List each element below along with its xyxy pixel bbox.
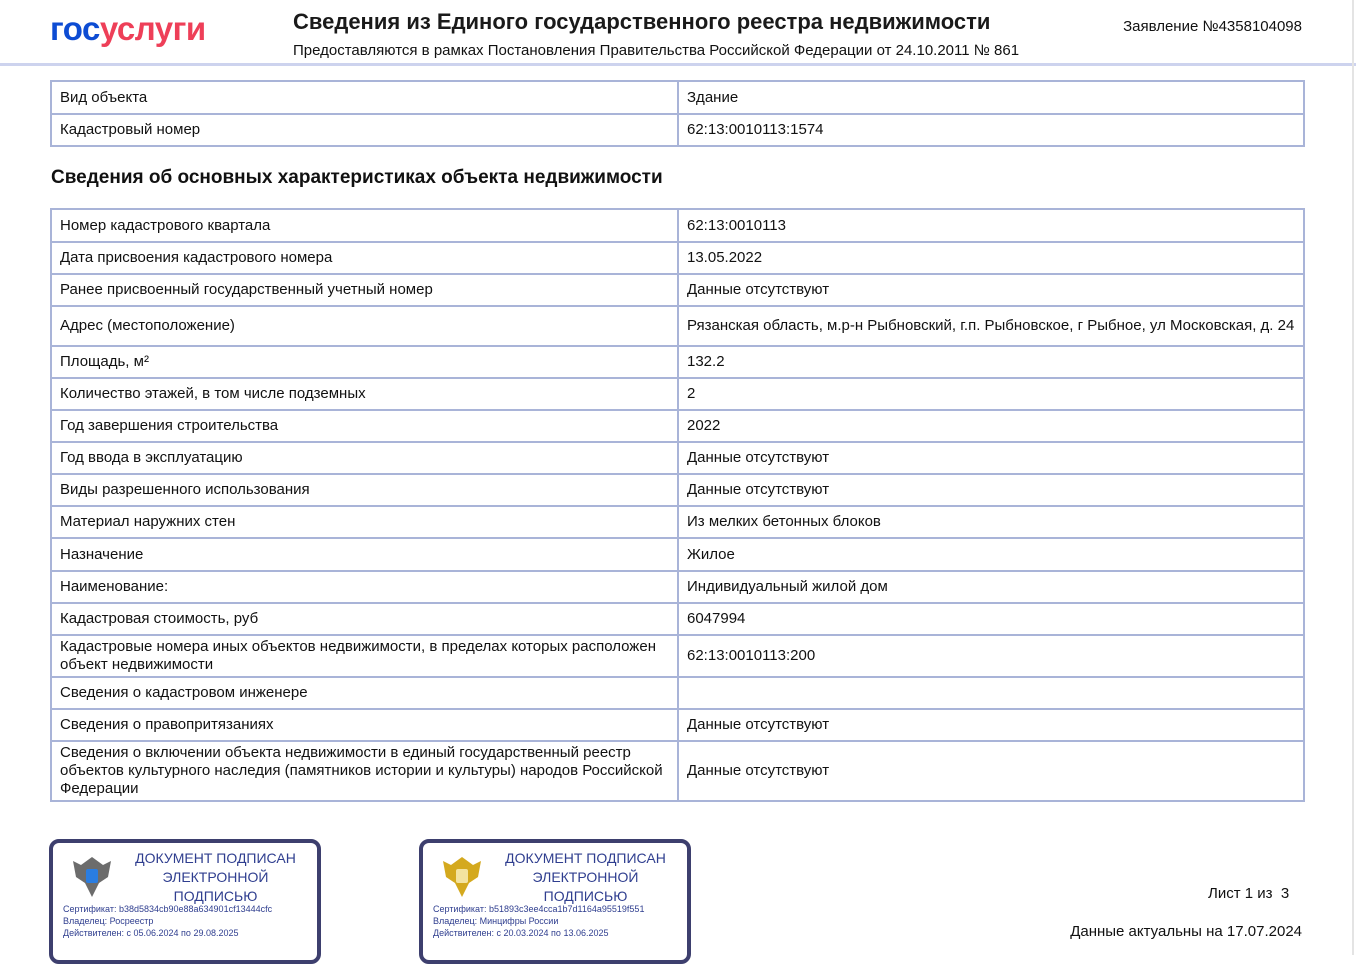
- details-table: [50, 208, 1305, 802]
- stamp-cert: Сертификат: b38d5834cb90e88a634901cf13444cfc: [63, 904, 273, 914]
- cell-value: 13.05.2022: [678, 242, 1304, 274]
- cell-value: 132.2: [678, 346, 1304, 378]
- header-divider: [0, 63, 1356, 66]
- cell-value: 2022: [678, 410, 1304, 442]
- stamp-valid: Действителен: с 05.06.2024 по 29.08.2025: [63, 928, 239, 938]
- table-row: [51, 571, 1304, 603]
- table-row: [51, 114, 1304, 146]
- table-row: [51, 709, 1304, 741]
- stamp-title: ДОКУМЕНТ ПОДПИСАН ЭЛЕКТРОННОЙ ПОДПИСЬЮ: [505, 850, 666, 904]
- table-row: [51, 242, 1304, 274]
- document-subtitle: Предоставляются в рамках Постановления Правительства Российской Федерации от 24.10.2011 № 861: [293, 42, 1020, 59]
- table-row: [51, 209, 1304, 242]
- cell-value: Индивидуальный жилой дом: [678, 571, 1304, 603]
- cell-label: Ранее присвоенный государственный учетный номер: [51, 274, 678, 306]
- cell-label: Кадастровый номер: [51, 114, 678, 146]
- table-row: [51, 474, 1304, 506]
- cell-value: [678, 677, 1304, 709]
- cell-value: 2: [678, 378, 1304, 410]
- cell-value: 6047994: [678, 603, 1304, 635]
- cell-value: 62:13:0010113: [678, 209, 1304, 242]
- table-row: [51, 677, 1304, 709]
- table-row: [51, 306, 1304, 346]
- application-number: Заявление №4358104098: [1123, 18, 1302, 35]
- stamp-valid: Действителен: с 20.03.2024 по 13.06.2025: [433, 928, 609, 938]
- table-row: [51, 635, 1304, 677]
- table-row: [51, 538, 1304, 571]
- table-row: [51, 378, 1304, 410]
- table-row: [51, 81, 1304, 114]
- cell-label: Назначение: [51, 538, 678, 571]
- table-row: [51, 410, 1304, 442]
- cell-label: Кадастровые номера иных объектов недвижимости, в пределах которых расположен объект недвижимости: [51, 635, 678, 677]
- cell-value: Данные отсутствуют: [678, 442, 1304, 474]
- cell-value: Данные отсутствуют: [678, 741, 1304, 801]
- cell-label: Сведения о включении объекта недвижимости в единый государственный реестр объектов культурного наследия (памятников истории и культуры) народов Российской Федерации: [51, 741, 678, 801]
- stamp-owner: Владелец: Минцифры России: [433, 916, 559, 926]
- cell-label: Виды разрешенного использования: [51, 474, 678, 506]
- table-row: [51, 346, 1304, 378]
- gosuslugi-logo: [50, 10, 206, 48]
- cell-label: Год завершения строительства: [51, 410, 678, 442]
- rosreestr-emblem-icon: [67, 851, 117, 901]
- table-row: [51, 603, 1304, 635]
- cell-value: Данные отсутствуют: [678, 474, 1304, 506]
- section-heading: Сведения об основных характеристиках объекта недвижимости: [51, 167, 663, 188]
- cell-value: Из мелких бетонных блоков: [678, 506, 1304, 538]
- cell-value: Жилое: [678, 538, 1304, 571]
- document-title: Сведения из Единого государственного реестра недвижимости: [293, 9, 991, 34]
- coat-of-arms-icon: [437, 851, 487, 901]
- logo-part1: гос: [50, 10, 100, 47]
- cell-label: Сведения о правопритязаниях: [51, 709, 678, 741]
- stamp-cert: Сертификат: b51893c3ee4cca1b7d1164a95519f551: [433, 904, 645, 914]
- signature-stamp-mintsifry: [419, 839, 691, 964]
- table-row: [51, 274, 1304, 306]
- cell-value: Здание: [678, 81, 1304, 114]
- cell-value: 62:13:0010113:1574: [678, 114, 1304, 146]
- table-row: [51, 442, 1304, 474]
- page-edge: [1352, 0, 1354, 955]
- cell-value: Рязанская область, м.р-н Рыбновский, г.п. Рыбновское, г Рыбное, ул Московская, д. 24: [678, 306, 1304, 346]
- object-table: [50, 80, 1305, 147]
- cell-label: Площадь, м²: [51, 346, 678, 378]
- cell-label: Номер кадастрового квартала: [51, 209, 678, 242]
- logo-part2: услуги: [99, 10, 206, 47]
- stamp-owner: Владелец: Росреестр: [63, 916, 154, 926]
- cell-label: Адрес (местоположение): [51, 306, 678, 346]
- cell-label: Год ввода в эксплуатацию: [51, 442, 678, 474]
- cell-label: Количество этажей, в том числе подземных: [51, 378, 678, 410]
- stamp-title: ДОКУМЕНТ ПОДПИСАН ЭЛЕКТРОННОЙ ПОДПИСЬЮ: [135, 850, 296, 904]
- cell-value: 62:13:0010113:200: [678, 635, 1304, 677]
- data-actual-date: Данные актуальны на 17.07.2024: [1070, 923, 1302, 940]
- table-row: [51, 506, 1304, 538]
- cell-label: Вид объекта: [51, 81, 678, 114]
- cell-label: Материал наружних стен: [51, 506, 678, 538]
- table-row: [51, 741, 1304, 801]
- cell-value: Данные отсутствуют: [678, 709, 1304, 741]
- signature-stamp-rosreestr: [49, 839, 321, 964]
- cell-label: Дата присвоения кадастрового номера: [51, 242, 678, 274]
- cell-value: Данные отсутствуют: [678, 274, 1304, 306]
- cell-label: Наименование:: [51, 571, 678, 603]
- sheet-counter: Лист 1 из 3: [1208, 885, 1290, 902]
- cell-label: Кадастровая стоимость, руб: [51, 603, 678, 635]
- cell-label: Сведения о кадастровом инженере: [51, 677, 678, 709]
